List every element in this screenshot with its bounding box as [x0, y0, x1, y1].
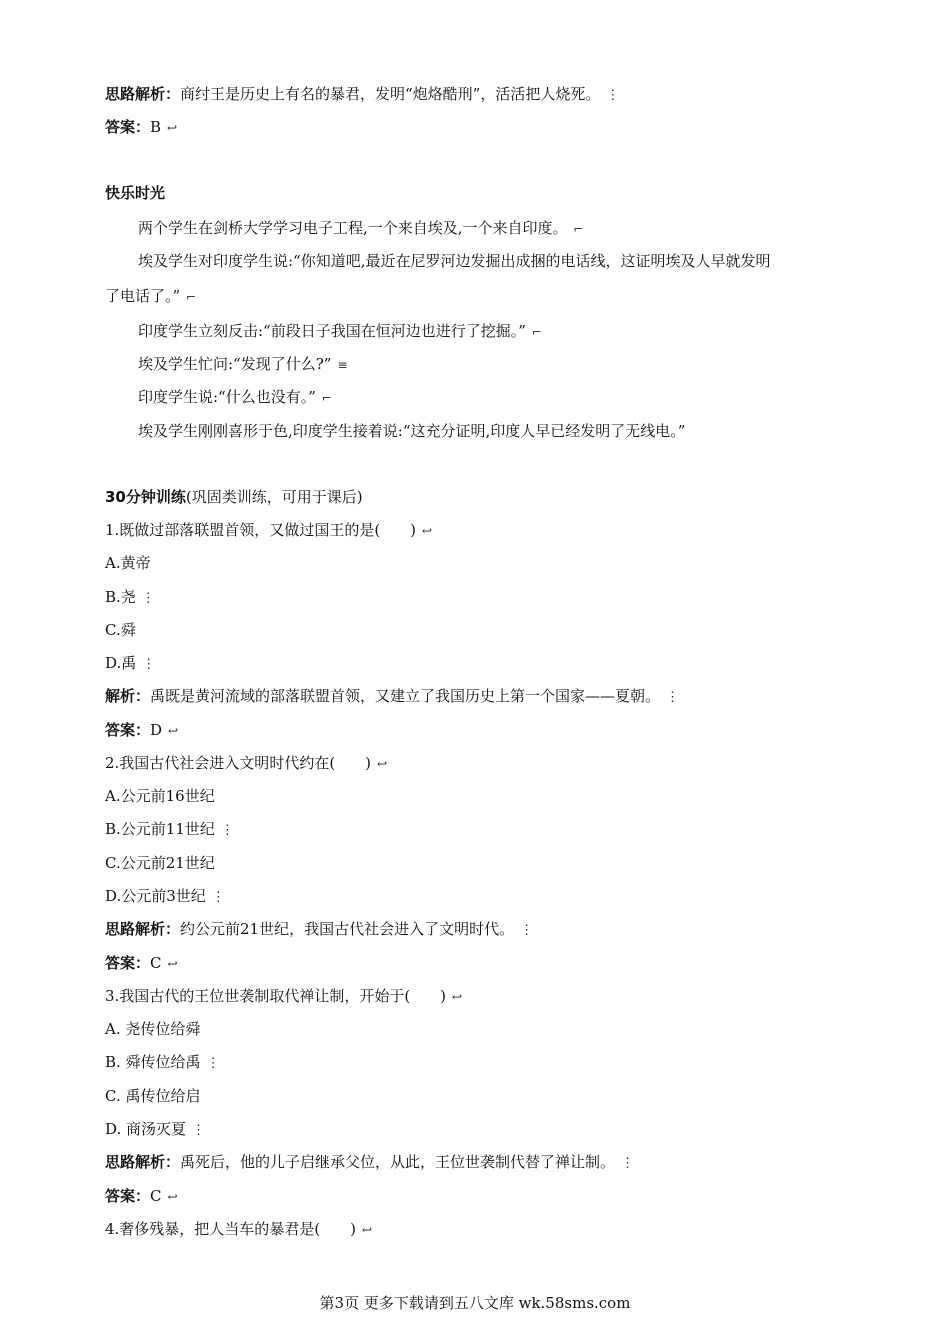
q3-option-b-text: B. 舜传位给禹: [105, 1053, 201, 1071]
q1-option-a: A.黄帝: [105, 554, 151, 572]
question-1: [105, 520, 432, 541]
q2-answer: [105, 953, 178, 974]
return-mark-icon: ↩: [362, 1223, 373, 1237]
q2-option-d-text: D.公元前3世纪: [105, 887, 206, 905]
line-break-icon: ⌐: [531, 325, 542, 339]
paragraph-mark-icon: ⋮: [621, 1156, 635, 1171]
q2-answer-value: C: [150, 954, 162, 972]
q3-option-d-text: D. 商汤灭夏: [105, 1120, 187, 1138]
joke-paragraph-1: [138, 218, 584, 239]
return-mark-icon: ↩: [168, 724, 179, 738]
q2-option-d: [105, 886, 225, 908]
q1-option-d: [105, 653, 155, 675]
q2-option-c: C.公元前21世纪: [105, 854, 215, 872]
joke-paragraph-2: [138, 251, 771, 271]
q2-option-a: A.公元前16世纪: [105, 787, 215, 805]
return-mark-icon: ↩: [167, 121, 178, 135]
paragraph-mark-icon: ⋮: [606, 88, 620, 103]
analysis-line: [105, 84, 619, 106]
q2-option-b: [105, 819, 234, 841]
paragraph-mark-icon: ⋮: [206, 1056, 220, 1071]
joke-paragraph-6: [138, 421, 685, 441]
return-mark-icon: ↩: [452, 990, 463, 1004]
joke-text-1: 两个学生在剑桥大学学习电子工程,一个来自埃及,一个来自印度。: [138, 219, 568, 237]
q3-answer-value: C: [150, 1187, 162, 1205]
q2-option-b-text: B.公元前11世纪: [105, 820, 215, 838]
joke-text-6: 埃及学生刚刚喜形于色,印度学生接着说:“这充分证明,印度人早已经发明了无线电。”: [138, 422, 686, 440]
q1-option-b: [105, 587, 155, 609]
return-mark-icon: ↩: [167, 1190, 178, 1204]
section-title-training: [105, 487, 363, 507]
q3-option-a: A. 尧传位给舜: [105, 1020, 201, 1038]
joke-text-2b: 了电话了。”: [105, 287, 181, 305]
joke-text-2a: 埃及学生对印度学生说:“你知道吧,最近在尼罗河边发掘出成捆的电话线，这证明埃及人早就发明: [138, 252, 771, 270]
training-title: 30分钟训练: [105, 488, 186, 506]
analysis-text: 商纣王是历史上有名的暴君，发明“炮烙酷刑”，活活把人烧死。: [180, 85, 601, 103]
joke-text-3: 印度学生立刻反击:“前段日子我国在恒河边也进行了挖掘。”: [138, 322, 526, 340]
joke-text-5: 印度学生说:“什么也没有。”: [138, 388, 316, 406]
q1-option-b-text: B.尧: [105, 588, 136, 606]
q3-analysis-label: 思路解析：: [105, 1153, 181, 1171]
q3-option-b: [105, 1052, 220, 1074]
question-1-text: 1.既做过部落联盟首领，又做过国王的是( ): [105, 521, 417, 539]
line-break-icon: ⌐: [321, 391, 332, 405]
q1-analysis-label: 解析：: [105, 687, 151, 705]
q1-answer-label: 答案：: [105, 721, 151, 739]
question-3: [105, 986, 462, 1007]
return-mark-icon: ↩: [167, 957, 178, 971]
paragraph-mark-icon: ⋮: [520, 923, 534, 938]
q1-answer: [105, 720, 178, 741]
section-title-happy-time: 快乐时光: [105, 184, 166, 202]
question-3-text: 3.我国古代的王位世袭制取代禅让制，开始于( ): [105, 987, 447, 1005]
answer-value: B: [150, 118, 162, 136]
q1-analysis: [105, 686, 679, 708]
paragraph-mark-icon: ⋮: [666, 690, 680, 705]
paragraph-mark-icon: ⋮: [211, 890, 225, 905]
paragraph-mark-icon: ⋮: [142, 657, 156, 672]
question-4: [105, 1219, 372, 1240]
training-subtitle: (巩固类训练，可用于课后): [185, 488, 363, 506]
page-footer: 第3页 更多下载请到五八文库 wk.58sms.com: [319, 1294, 631, 1312]
q3-answer-label: 答案：: [105, 1187, 151, 1205]
q3-analysis-text: 禹死后，他的儿子启继承父位，从此，王位世袭制代替了禅让制。: [180, 1153, 616, 1171]
q1-option-c: C.舜: [105, 621, 136, 639]
answer-label: 答案：: [105, 118, 151, 136]
analysis-label: 思路解析：: [105, 85, 181, 103]
line-break-icon: ⌐: [573, 222, 584, 236]
joke-paragraph-5: [138, 387, 332, 408]
q1-analysis-text: 禹既是黄河流域的部落联盟首领，又建立了我国历史上第一个国家——夏朝。: [150, 687, 661, 705]
question-4-text: 4.奢侈残暴，把人当车的暴君是( ): [105, 1220, 357, 1238]
q1-option-d-text: D.禹: [105, 654, 137, 672]
joke-paragraph-4: [138, 354, 348, 375]
joke-paragraph-3: [138, 321, 542, 342]
q3-analysis: [105, 1152, 634, 1174]
return-mark-icon: ↩: [377, 757, 388, 771]
question-2-text: 2.我国古代社会进入文明时代约在( ): [105, 754, 372, 772]
line-break-icon: ≡: [337, 358, 348, 372]
joke-text-4: 埃及学生忙问:“发现了什么?”: [138, 355, 332, 373]
line-break-icon: ⌐: [186, 290, 197, 304]
q2-analysis-label: 思路解析：: [105, 920, 181, 938]
paragraph-mark-icon: ⋮: [220, 823, 234, 838]
paragraph-mark-icon: ⋮: [141, 591, 155, 606]
return-mark-icon: ↩: [422, 524, 433, 538]
q2-analysis: [105, 919, 533, 941]
q2-analysis-text: 约公元前21世纪，我国古代社会进入了文明时代。: [180, 920, 515, 938]
q3-answer: [105, 1186, 178, 1207]
q2-answer-label: 答案：: [105, 954, 151, 972]
answer-line: [105, 117, 177, 138]
question-2: [105, 753, 387, 774]
paragraph-mark-icon: ⋮: [192, 1123, 206, 1138]
joke-paragraph-2-cont: [105, 286, 196, 307]
q1-answer-value: D: [150, 721, 163, 739]
q3-option-c: C. 禹传位给启: [105, 1087, 201, 1105]
q3-option-d: [105, 1119, 205, 1141]
